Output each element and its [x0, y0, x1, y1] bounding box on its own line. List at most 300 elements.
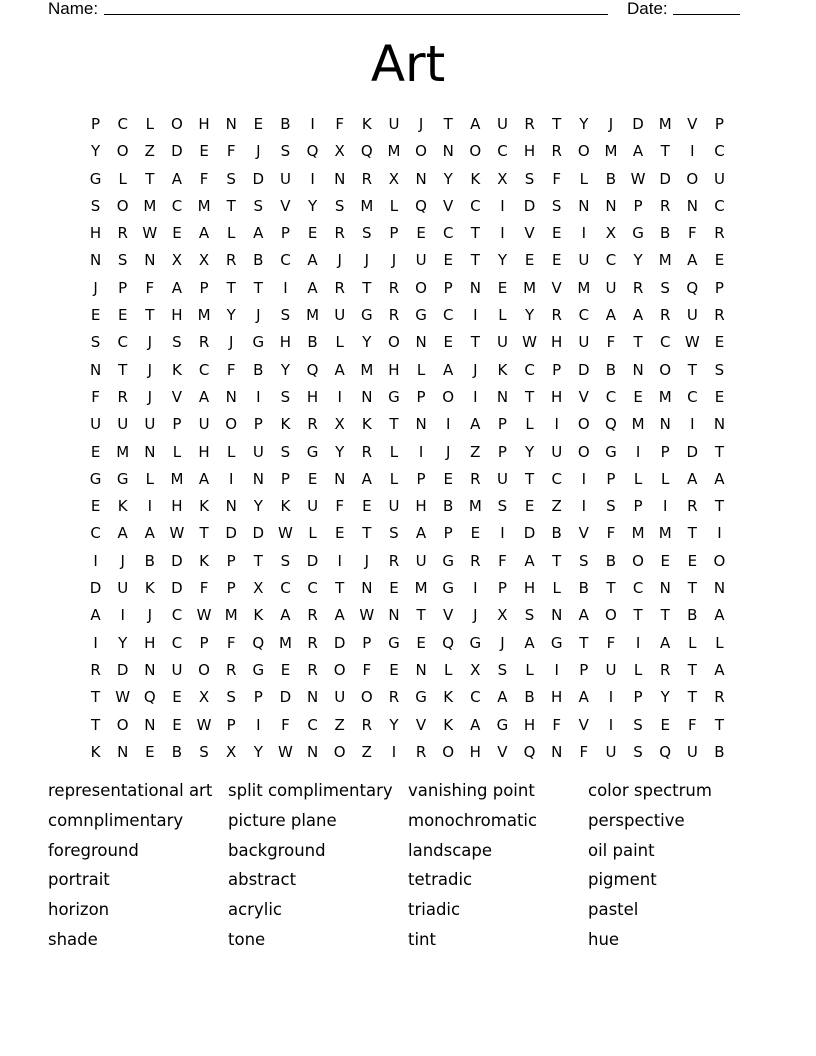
grid-letter: U [307, 497, 319, 516]
grid-letter: T [90, 715, 101, 734]
grid-letter: J [256, 142, 261, 161]
grid-letter: T [253, 278, 263, 297]
grid-letter: S [199, 742, 209, 761]
grid-letter: E [470, 524, 481, 543]
grid-letter: T [226, 278, 236, 297]
grid-letter: G [415, 688, 427, 707]
grid-letter: Y [362, 333, 372, 352]
grid-letter: V [578, 387, 589, 406]
grid-letter: R [388, 688, 400, 707]
grid-letter: U [90, 415, 102, 434]
grid-letter: R [551, 142, 562, 161]
grid-letter: T [335, 579, 345, 598]
grid-letter: K [199, 497, 209, 516]
grid-letter: N [415, 169, 427, 188]
grid-letter: E [416, 224, 426, 243]
grid-letter: U [388, 497, 400, 516]
grid-letter: M [360, 360, 374, 379]
grid-letter: L [416, 360, 426, 379]
grid-letter: X [497, 606, 508, 625]
grid-letter: E [687, 551, 698, 570]
grid-letter: P [226, 579, 236, 598]
grid-letter: Q [523, 742, 536, 761]
grid-letter: L [661, 469, 670, 488]
grid-letter: I [500, 524, 505, 543]
grid-letter: M [577, 278, 591, 297]
grid-letter: I [581, 497, 587, 516]
grid-letter: Y [389, 715, 399, 734]
grid-letter: N [225, 387, 237, 406]
grid-letter: C [632, 579, 644, 598]
grid-letter: S [280, 551, 291, 570]
grid-letter: J [120, 551, 125, 570]
grid-letter: W [142, 224, 158, 243]
grid-letter: O [198, 660, 210, 679]
grid-letter: F [226, 360, 236, 379]
grid-letter: M [658, 387, 672, 406]
grid-letter: Q [686, 278, 699, 297]
grid-letter: N [361, 579, 373, 598]
grid-letter: A [632, 142, 644, 161]
grid-letter: M [468, 497, 482, 516]
grid-letter: W [684, 333, 700, 352]
grid-letter: U [252, 442, 264, 461]
grid-letter: W [196, 606, 212, 625]
grid-letter: I [256, 715, 261, 734]
grid-letter: Z [144, 142, 155, 161]
grid-letter: O [442, 387, 455, 406]
grid-letter: X [334, 142, 345, 161]
grid-letter: T [687, 688, 697, 707]
grid-letter: G [116, 469, 129, 488]
grid-letter: E [443, 469, 453, 488]
grid-letter: U [415, 551, 427, 570]
grid-letter: U [551, 442, 563, 461]
grid-letter: U [496, 469, 508, 488]
grid-letter: R [551, 306, 562, 325]
grid-letter: S [280, 442, 291, 461]
grid-letter: P [497, 579, 507, 598]
grid-letter: P [497, 442, 507, 461]
grid-letter: L [308, 524, 317, 543]
grid-letter: U [713, 169, 725, 188]
grid-letter: N [578, 196, 590, 215]
grid-letter: T [552, 115, 562, 133]
grid-letter: H [523, 715, 536, 734]
grid-letter: S [579, 551, 589, 570]
grid-letter: I [608, 688, 614, 707]
grid-letter: X [334, 415, 345, 434]
grid-letter: T [579, 633, 589, 652]
grid-letter: H [551, 333, 563, 352]
grid-letter: P [226, 551, 236, 570]
grid-letter: M [197, 306, 211, 325]
grid-letter: C [442, 306, 454, 325]
grid-letter: T [687, 579, 697, 598]
grid-row [82, 602, 733, 629]
grid-letter: G [442, 579, 454, 598]
grid-letter: H [523, 142, 536, 161]
grid-letter: E [714, 387, 725, 406]
grid-letter: R [225, 251, 237, 270]
grid-letter: J [500, 633, 505, 652]
grid-letter: E [714, 251, 725, 270]
grid-letter: U [171, 660, 183, 679]
grid-letter: C [714, 196, 725, 215]
grid-letter: G [252, 660, 265, 679]
grid-letter: F [91, 387, 100, 406]
grid-letter: B [144, 551, 155, 570]
grid-letter: R [524, 115, 535, 133]
grid-letter: T [714, 715, 725, 734]
grid-letter: N [605, 196, 617, 215]
word-bank-item: oil paint [588, 840, 655, 860]
grid-letter: S [660, 278, 670, 297]
grid-letter: F [362, 660, 372, 679]
grid-letter: P [362, 633, 372, 652]
grid-letter: V [578, 715, 589, 734]
grid-letter: N [89, 251, 102, 270]
grid-letter: E [551, 251, 562, 270]
grid-letter: O [659, 360, 672, 379]
word-bank-row [48, 838, 768, 868]
grid-letter: M [360, 196, 374, 215]
word-bank-item: comnplimentary [48, 810, 184, 830]
grid-letter: E [443, 251, 453, 270]
grid-letter: B [605, 169, 617, 188]
grid-row [82, 739, 733, 766]
grid-letter: J [391, 251, 397, 270]
grid-letter: O [360, 688, 373, 707]
grid-row [82, 712, 733, 739]
grid-letter: M [658, 524, 672, 543]
grid-letter: N [415, 333, 427, 352]
grid-letter: K [280, 415, 291, 434]
grid-letter: L [633, 660, 643, 679]
grid-letter: U [117, 415, 129, 434]
grid-letter: T [443, 115, 453, 133]
grid-letter: H [551, 387, 563, 406]
grid-letter: D [116, 660, 129, 679]
grid-letter: N [252, 469, 264, 488]
grid-letter: I [445, 415, 451, 434]
grid-letter: D [578, 360, 590, 379]
grid-letter: E [660, 551, 670, 570]
grid-letter: T [687, 524, 697, 543]
grid-letter: J [256, 306, 261, 325]
grid-letter: M [604, 142, 618, 161]
grid-letter: V [171, 387, 183, 406]
grid-letter: L [172, 442, 182, 461]
grid-row [82, 111, 733, 138]
grid-letter: J [608, 115, 614, 133]
grid-letter: M [631, 524, 645, 543]
grid-row [82, 466, 733, 493]
date-blank-line [673, 14, 740, 15]
word-bank-row [48, 897, 768, 927]
grid-letter: Y [280, 360, 291, 379]
grid-letter: T [362, 524, 372, 543]
grid-letter: U [605, 742, 617, 761]
grid-letter: I [690, 415, 695, 434]
grid-row [82, 684, 733, 711]
grid-letter: H [551, 688, 563, 707]
grid-letter: Z [551, 497, 562, 516]
grid-letter: P [714, 278, 724, 297]
grid-letter: I [581, 224, 587, 243]
grid-letter: A [280, 606, 291, 625]
grid-letter: L [227, 224, 236, 243]
grid-row [82, 329, 733, 356]
grid-letter: B [524, 688, 535, 707]
grid-letter: T [90, 688, 101, 707]
grid-letter: G [496, 715, 509, 734]
grid-row [82, 575, 733, 602]
grid-letter: V [415, 715, 427, 734]
grid-letter: L [389, 442, 399, 461]
grid-letter: K [470, 169, 481, 188]
grid-letter: Y [253, 742, 263, 761]
grid-letter: A [714, 660, 725, 679]
grid-letter: A [660, 633, 671, 652]
grid-letter: G [388, 633, 400, 652]
grid-letter: I [337, 387, 342, 406]
grid-letter: A [687, 469, 698, 488]
grid-letter: L [227, 442, 236, 461]
grid-letter: V [280, 196, 291, 215]
grid-row [82, 630, 733, 657]
grid-letter: N [496, 387, 509, 406]
grid-letter: D [252, 169, 265, 188]
grid-letter: R [225, 660, 237, 679]
grid-letter: K [90, 742, 101, 761]
grid-letter: P [714, 115, 724, 133]
grid-letter: R [307, 633, 318, 652]
grid-letter: U [388, 115, 400, 133]
grid-letter: F [145, 278, 155, 297]
grid-letter: L [335, 333, 344, 352]
grid-letter: M [143, 196, 157, 215]
grid-letter: I [500, 224, 505, 243]
grid-letter: O [388, 333, 400, 352]
grid-letter: U [578, 251, 590, 270]
grid-letter: E [253, 115, 264, 133]
grid-letter: A [524, 551, 535, 570]
grid-letter: F [552, 715, 561, 734]
grid-letter: D [632, 115, 644, 133]
grid-letter: S [172, 333, 182, 352]
grid-letter: X [497, 169, 508, 188]
grid-letter: O [577, 142, 590, 161]
grid-letter: S [253, 196, 264, 215]
grid-letter: W [522, 333, 537, 352]
grid-letter: C [90, 524, 101, 543]
grid-letter: B [280, 115, 291, 133]
grid-letter: F [281, 715, 290, 734]
grid-letter: L [715, 633, 724, 652]
grid-letter: S [362, 224, 372, 243]
grid-letter: M [197, 196, 211, 215]
grid-letter: N [713, 415, 726, 434]
grid-letter: F [552, 169, 561, 188]
grid-letter: K [253, 606, 264, 625]
grid-letter: N [632, 360, 644, 379]
grid-letter: B [714, 742, 725, 761]
grid-letter: C [470, 688, 481, 707]
grid-letter: C [605, 251, 617, 270]
grid-letter: T [389, 415, 399, 434]
grid-letter: I [93, 633, 98, 652]
word-bank-item: tetradic [408, 870, 473, 890]
grid-letter: Q [605, 415, 617, 434]
grid-letter: G [89, 469, 102, 488]
grid-letter: D [171, 142, 183, 161]
grid-letter: K [199, 551, 209, 570]
grid-letter: P [199, 633, 209, 652]
grid-letter: T [524, 469, 535, 488]
grid-letter: C [497, 142, 508, 161]
grid-letter: J [228, 333, 234, 352]
grid-letter: X [171, 251, 183, 270]
grid-letter: T [416, 606, 426, 625]
grid-letter: Q [442, 633, 455, 652]
grid-letter: D [225, 524, 237, 543]
word-bank-item: acrylic [228, 900, 282, 920]
grid-letter: A [470, 115, 481, 133]
grid-letter: Q [659, 742, 672, 761]
grid-letter: E [172, 688, 182, 707]
grid-letter: I [120, 606, 125, 625]
grid-letter: O [225, 415, 238, 434]
grid-letter: I [581, 469, 587, 488]
grid-letter: Y [335, 442, 345, 461]
grid-letter: T [470, 224, 480, 243]
grid-letter: U [334, 306, 346, 325]
grid-letter: L [389, 469, 399, 488]
grid-letter: X [470, 660, 481, 679]
grid-letter: I [283, 278, 288, 297]
grid-letter: D [686, 442, 699, 461]
grid-letter: L [633, 469, 643, 488]
grid-letter: R [632, 278, 644, 297]
grid-letter: U [279, 169, 291, 188]
grid-letter: S [633, 742, 643, 761]
word-bank-item: pigment [588, 870, 657, 890]
grid-letter: C [171, 633, 183, 652]
grid-letter: A [415, 524, 427, 543]
grid-row [82, 166, 733, 193]
grid-letter: W [359, 606, 375, 625]
grid-row [82, 247, 733, 274]
grid-letter: R [334, 224, 345, 243]
grid-letter: A [497, 688, 508, 707]
grid-letter: I [310, 115, 315, 133]
grid-letter: S [633, 715, 643, 734]
grid-letter: A [198, 387, 210, 406]
grid-letter: I [473, 579, 478, 598]
grid-letter: X [198, 688, 210, 707]
grid-letter: I [418, 442, 424, 461]
grid-letter: B [171, 742, 183, 761]
grid-letter: X [605, 224, 617, 243]
grid-letter: U [686, 742, 698, 761]
grid-letter: H [144, 633, 156, 652]
grid-letter: S [280, 142, 291, 161]
grid-letter: P [389, 224, 399, 243]
grid-letter: F [606, 333, 616, 352]
grid-letter: P [416, 387, 426, 406]
grid-letter: Y [118, 633, 128, 652]
grid-letter: W [278, 742, 293, 761]
grid-letter: C [117, 333, 128, 352]
grid-letter: B [605, 551, 617, 570]
grid-letter: Y [524, 306, 535, 325]
grid-letter: E [145, 742, 155, 761]
grid-letter: T [660, 606, 670, 625]
grid-letter: N [144, 442, 156, 461]
grid-letter: N [442, 142, 454, 161]
grid-letter: E [307, 469, 318, 488]
grid-letter: P [633, 497, 643, 516]
grid-letter: E [117, 306, 128, 325]
grid-row [82, 220, 733, 247]
grid-letter: S [551, 196, 562, 215]
grid-letter: G [469, 633, 482, 652]
word-bank-item: shade [48, 929, 98, 949]
grid-letter: L [389, 196, 399, 215]
grid-letter: L [579, 169, 588, 188]
grid-letter: H [171, 306, 183, 325]
grid-letter: C [605, 387, 617, 406]
grid-letter: B [253, 360, 264, 379]
grid-letter: I [635, 442, 641, 461]
grid-letter: H [523, 579, 536, 598]
grid-letter: Z [470, 442, 481, 461]
grid-letter: N [334, 169, 346, 188]
grid-letter: P [497, 415, 507, 434]
grid-letter: Q [306, 360, 319, 379]
grid-letter: D [171, 579, 183, 598]
grid-letter: O [116, 142, 129, 161]
grid-letter: Q [143, 688, 156, 707]
grid-letter: A [714, 606, 725, 625]
grid-letter: A [605, 306, 617, 325]
grid-letter: A [171, 278, 183, 297]
word-bank-item: landscape [408, 840, 493, 860]
grid-letter: T [633, 606, 643, 625]
word-bank-item: split complimentary [228, 781, 393, 800]
grid-letter: U [415, 251, 427, 270]
grid-letter: F [226, 633, 236, 652]
grid-letter: P [280, 224, 290, 243]
grid-letter: B [578, 579, 589, 598]
grid-letter: D [659, 169, 671, 188]
grid-letter: N [334, 469, 346, 488]
grid-letter: D [306, 551, 319, 570]
grid-letter: P [280, 469, 290, 488]
grid-letter: C [714, 142, 725, 161]
grid-letter: T [687, 660, 697, 679]
word-search-grid [82, 111, 733, 766]
grid-letter: H [198, 442, 210, 461]
grid-letter: A [443, 360, 454, 379]
grid-letter: P [633, 196, 643, 215]
grid-letter: I [256, 387, 261, 406]
grid-letter: N [306, 742, 319, 761]
grid-letter: I [310, 169, 315, 188]
grid-row [82, 548, 733, 575]
grid-letter: C [659, 333, 671, 352]
